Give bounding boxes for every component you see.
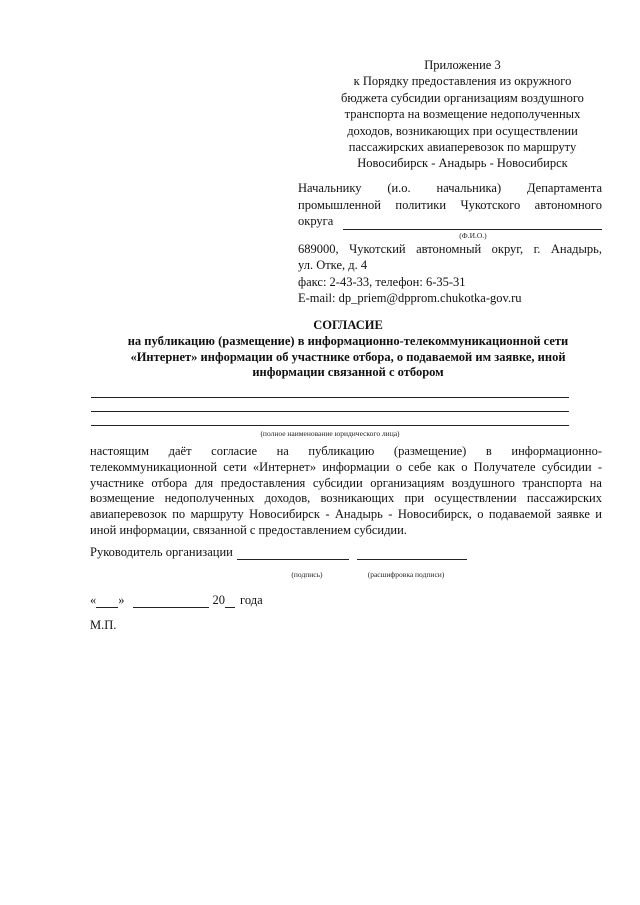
appendix-line: транспорта на возмещение недополученных (344, 107, 581, 122)
date-day-line[interactable] (96, 595, 118, 608)
addressee-fio-row (298, 213, 602, 230)
signature-decode-line[interactable] (357, 547, 467, 560)
date-year-prefix: 20 (212, 593, 225, 607)
date-close-quote: » (118, 593, 125, 607)
addressee-line: Начальнику (и.о. начальника) Департамента (298, 181, 602, 195)
org-name-caption: (полное наименование юридического лица) (260, 429, 400, 438)
title-line: «Интернет» информации об участнике отбора, о подаваемой им заявке, иной (130, 349, 566, 364)
addressee-block (298, 180, 602, 307)
appendix-line: Новосибирск - Анадырь - Новосибирск (357, 156, 568, 171)
addressee-line: E-mail: dp_priem@dpprom.chukotka-gov.ru (298, 291, 522, 305)
title-line: информации связанной с отбором (252, 365, 444, 380)
title-line: на публикацию (размещение) в информационно-телекоммуникационной сети (127, 333, 569, 348)
appendix-line: доходов, возникающих при осуществлении (347, 123, 578, 138)
fio-input-line[interactable] (343, 217, 602, 230)
org-name-line[interactable] (91, 425, 569, 426)
date-year-line[interactable] (225, 595, 235, 608)
org-name-line[interactable] (91, 397, 569, 398)
signature-caption: (подпись) (291, 570, 323, 579)
appendix-header (330, 57, 595, 172)
appendix-line: к Порядку предоставления из окружного (353, 74, 572, 89)
addressee-line: факс: 2-43-33, телефон: 6-35-31 (298, 274, 466, 289)
signature-row (90, 544, 520, 560)
appendix-line: Приложение 3 (424, 58, 501, 72)
signature-input-line[interactable] (237, 547, 349, 560)
date-year-suffix: года (240, 593, 263, 607)
signature-decode-caption: (расшифровка подписи) (367, 570, 445, 579)
title-heading: СОГЛАСИЕ (313, 318, 383, 332)
addressee-line: 689000, Чукотский автономный округ, г. Анадырь, (298, 241, 602, 256)
date-open-quote: « (90, 593, 97, 607)
consent-text: настоящим даёт согласие на публикацию (размещение) в информационно-телекоммуникационной сети «Интернет» информации о себе как о Получателе субсидии - участнике отбора для предоставления субсидии организациям воздушного транспорта на возмещение недополученных доходов, возникающих при осуществлении пассажирских авиаперевозок по маршруту Новосибирск - Анадырь - Новосибирск, о подаваемой заявке и иной информации, связанной с предоставлением субсидии. (90, 444, 602, 537)
stamp-mark: М.П. (90, 618, 117, 632)
fio-caption: (Ф.И.О.) (459, 230, 487, 240)
org-name-line[interactable] (91, 411, 569, 412)
date-month-line[interactable] (133, 595, 209, 608)
date-row (90, 592, 350, 608)
appendix-line: пассажирских авиаперевозок по маршруту (348, 140, 577, 155)
addressee-line: промышленной политики Чукотского автономного (298, 197, 602, 212)
appendix-line: бюджета субсидии организациям воздушного (341, 90, 584, 105)
signature-label: Руководитель организации (90, 545, 233, 559)
addressee-line: округа (298, 214, 334, 228)
document-title (90, 318, 606, 381)
addressee-line: ул. Отке, д. 4 (298, 258, 368, 272)
